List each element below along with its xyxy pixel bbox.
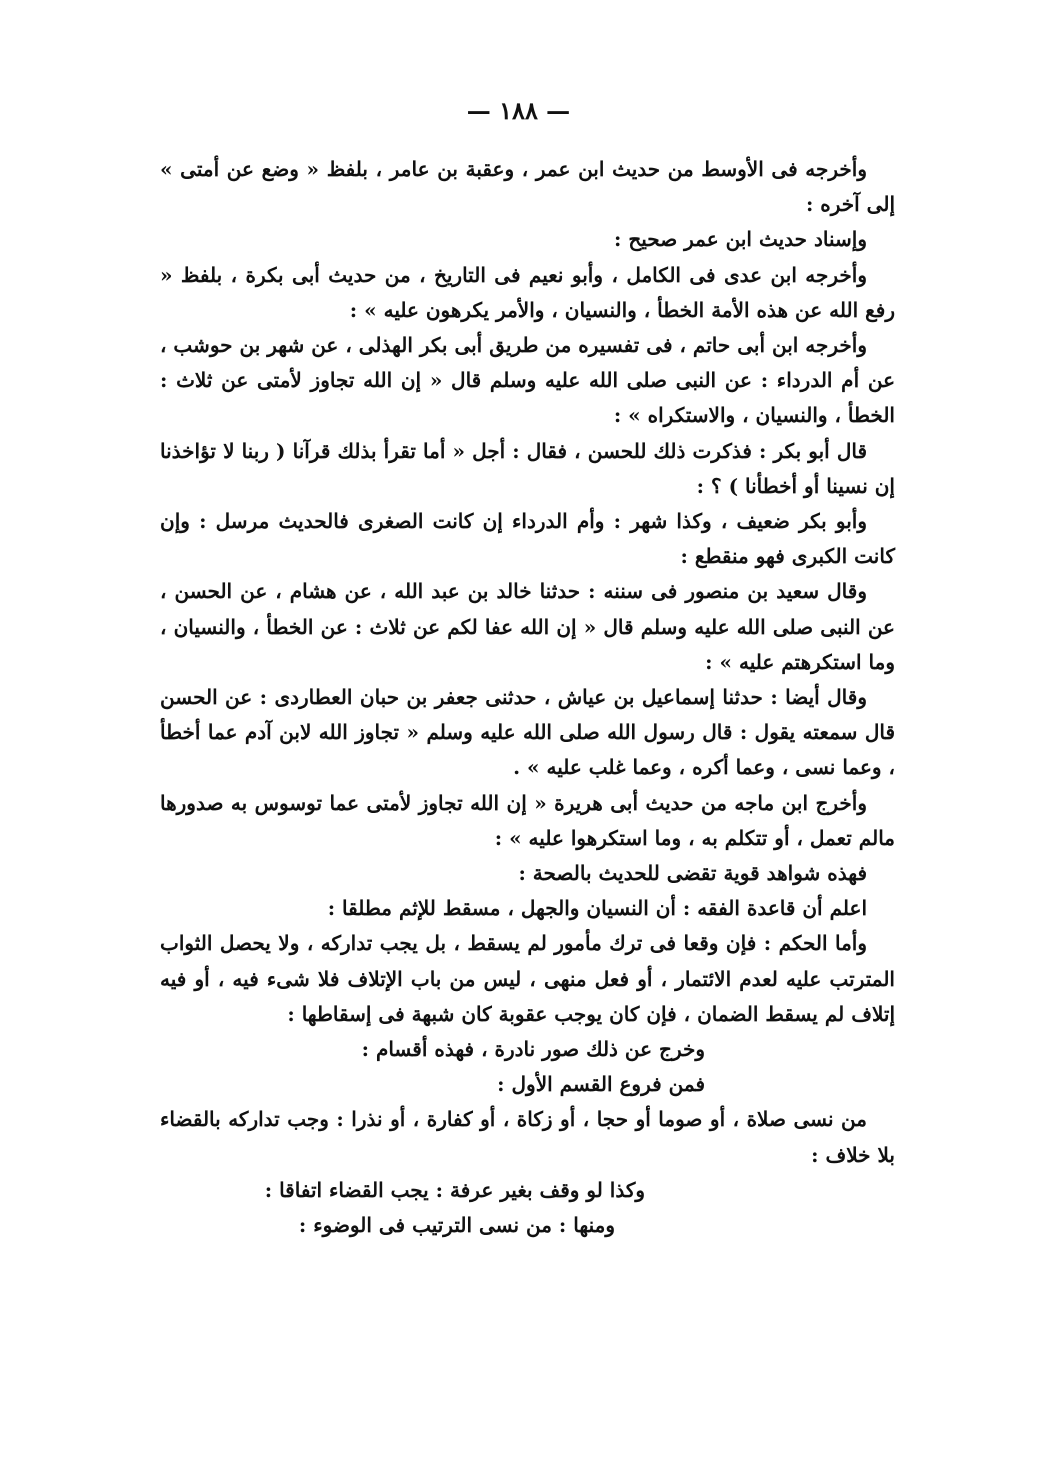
paragraph: وقال سعيد بن منصور فى سننه : حدثنا خالد بن عبد الله ، عن هشام ، عن الحسن ، عن النبى صلى الله عليه وسلم قال « إن الله عفا لكم عن ثلاث : عن الخطأ ، والنسيان ، وما استكرهتم عليه » :: [160, 579, 895, 674]
paragraph: قال أبو بكر : فذكرت ذلك للحسن ، فقال : أجل « أما تقرأ بذلك قرآنا ( ربنا لا تؤاخذنا إن نسينا أو أخطأنا ) ؟ :: [160, 438, 895, 498]
paragraph: وأما الحكم : فإن وقعا فى ترك مأمور لم يسقط ، بل يجب تداركه ، ولا يحصل الثواب المترتب عليه لعدم الائتمار ، أو فعل منهى ، ليس من باب الإتلاف فلا شىء فيه ، أو فيه إتلاف لم يسقط الضمان ، فإن كان يوجب عقوبة كان شبهة فى إسقاطها :: [160, 931, 895, 1026]
section-heading: فمن فروع القسم الأول :: [497, 1072, 705, 1097]
paragraph: اعلم أن قاعدة الفقه : أن النسيان والجهل ، مسقط للإثم مطلقا :: [327, 896, 867, 921]
paragraph: ومنها : من نسى الترتيب فى الوضوء :: [298, 1213, 615, 1238]
paragraph: وأخرجه فى الأوسط من حديث ابن عمر ، وعقبة بن عامر ، بلفظ « وضع عن أمتى » إلى آخره :: [160, 157, 895, 217]
paragraph: وقال أيضا : حدثنا إسماعيل بن عياش ، حدثنى جعفر بن حبان العطاردى : عن الحسن قال سمعته يقول : قال رسول الله صلى الله عليه وسلم « تجاوز الله لابن آدم عما أخطأ ، وعما نسى ، وعما أكره ، وعما غلب عليه » .: [160, 685, 895, 780]
paragraph: وأخرجه ابن عدى فى الكامل ، وأبو نعيم فى التاريخ ، من حديث أبى بكرة ، بلفظ « رفع الله عن هذه الأمة الخطأ ، والنسيان ، والأمر يكرهون عليه » :: [160, 262, 895, 322]
page-number: — ١٨٨ —: [466, 96, 571, 125]
body-text: [160, 152, 895, 1243]
paragraph: وأخرج ابن ماجه من حديث أبى هريرة « إن الله تجاوز لأمتى عما توسوس به صدورها مالم تعمل ، أو تتكلم به ، وما استكرهوا عليه » :: [160, 790, 895, 850]
paragraph: من نسى صلاة ، أو صوما أو حجا ، أو زكاة ، أو كفارة ، أو نذرا : وجب تداركه بالقضاء بلا خلاف :: [160, 1107, 895, 1167]
paragraph: فهذه شواهد قوية تقضى للحديث بالصحة :: [518, 861, 867, 886]
paragraph: وخرج عن ذلك صور نادرة ، فهذه أقسام :: [361, 1037, 705, 1062]
paragraph: وأخرجه ابن أبى حاتم ، فى تفسيره من طريق أبى بكر الهذلى ، عن شهر بن حوشب ، عن أم الدرداء : عن النبى صلى الله عليه وسلم قال « إن الله تجاوز لأمتى عن ثلاث : الخطأ ، والنسيان ، والاستكراه » :: [160, 333, 895, 428]
paragraph: وكذا لو وقف بغير عرفة : يجب القضاء اتفاقا :: [264, 1177, 645, 1202]
paragraph: وأبو بكر ضعيف ، وكذا شهر : وأم الدرداء إن كانت الصغرى فالحديث مرسل : وإن كانت الكبرى فهو منقطع :: [160, 509, 895, 569]
paragraph: وإسناد حديث ابن عمر صحيح :: [614, 227, 867, 252]
